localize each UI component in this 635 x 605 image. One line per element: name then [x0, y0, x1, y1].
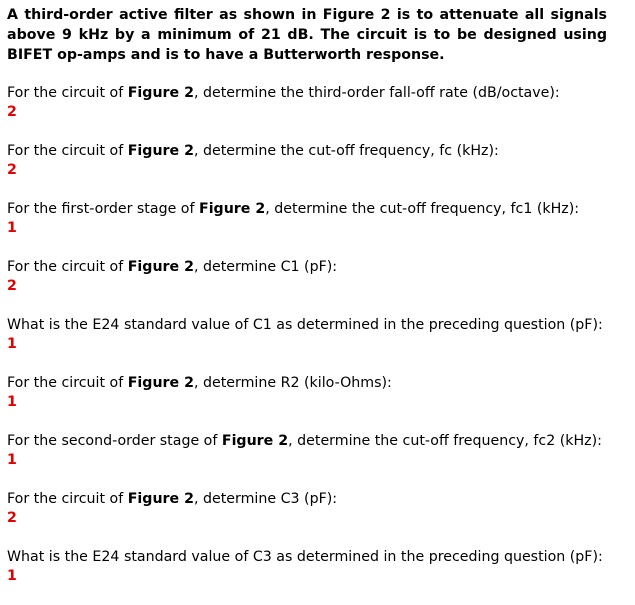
question-text-part: , determine the cut-off frequency, fc1 (kHz): — [265, 201, 580, 217]
question-text — [7, 83, 635, 103]
mark-value: 1 — [7, 568, 17, 584]
question-item — [7, 547, 635, 605]
figure-reference: Figure 2 — [127, 259, 194, 275]
question-text — [7, 547, 635, 567]
figure-reference: Figure 2 — [127, 491, 194, 507]
question-item — [7, 83, 635, 141]
question-text-part: For the circuit of — [7, 259, 128, 275]
question-text — [7, 257, 635, 277]
question-item — [7, 257, 635, 315]
question-text-part: For the circuit of — [7, 85, 128, 101]
question-text-part: What is the E24 standard value of C3 as determined in the preceding question (pF): — [7, 549, 603, 565]
question-item — [7, 315, 635, 373]
question-text-part: What is the E24 standard value of C1 as determined in the preceding question (pF): — [7, 317, 603, 333]
mark-value: 2 — [7, 278, 17, 294]
question-text-part: For the circuit of — [7, 375, 128, 391]
mark-value: 1 — [7, 394, 17, 410]
mark-value: 1 — [7, 336, 17, 352]
mark-value: 1 — [7, 452, 17, 468]
question-item — [7, 141, 635, 199]
question-text — [7, 315, 635, 335]
question-text — [7, 489, 635, 509]
question-text-part: , determine C3 (pF): — [193, 491, 338, 507]
question-text — [7, 199, 635, 219]
question-item — [7, 431, 635, 489]
question-text-part: , determine the cut-off frequency, fc2 (kHz): — [288, 433, 602, 449]
figure-reference: Figure 2 — [199, 201, 266, 217]
question-item — [7, 489, 635, 547]
question-text-part: , determine the cut-off frequency, fc (kHz): — [193, 143, 499, 159]
figure-reference: Figure 2 — [127, 85, 194, 101]
question-text-part: , determine the third-order fall-off rate (dB/octave): — [193, 85, 560, 101]
problem-statement: A third-order active filter as shown in Figure 2 is to attenuate all signals above 9 kHz by a minimum of 21 dB. The circuit is to be designed using BIFET op-amps and is to have a Butterworth response. — [7, 7, 607, 63]
figure-reference: Figure 2 — [127, 375, 194, 391]
figure-reference: Figure 2 — [221, 433, 289, 449]
figure-reference: Figure 2 — [127, 143, 194, 159]
question-text-part: For the circuit of — [7, 143, 128, 159]
question-item — [7, 373, 635, 431]
question-item — [7, 199, 635, 257]
question-text — [7, 141, 635, 161]
mark-value: 2 — [7, 104, 17, 120]
mark-value: 2 — [7, 162, 17, 178]
question-text — [7, 373, 635, 393]
question-text-part: , determine C1 (pF): — [193, 259, 338, 275]
mark-value: 2 — [7, 510, 17, 526]
question-text-part: For the first-order stage of — [7, 201, 199, 217]
question-list — [7, 83, 635, 605]
question-text-part: For the second-order stage of — [7, 433, 222, 449]
question-text-part: For the circuit of — [7, 491, 128, 507]
question-text-part: , determine R2 (kilo-Ohms): — [193, 375, 392, 391]
mark-value: 1 — [7, 220, 17, 236]
question-text — [7, 431, 635, 451]
